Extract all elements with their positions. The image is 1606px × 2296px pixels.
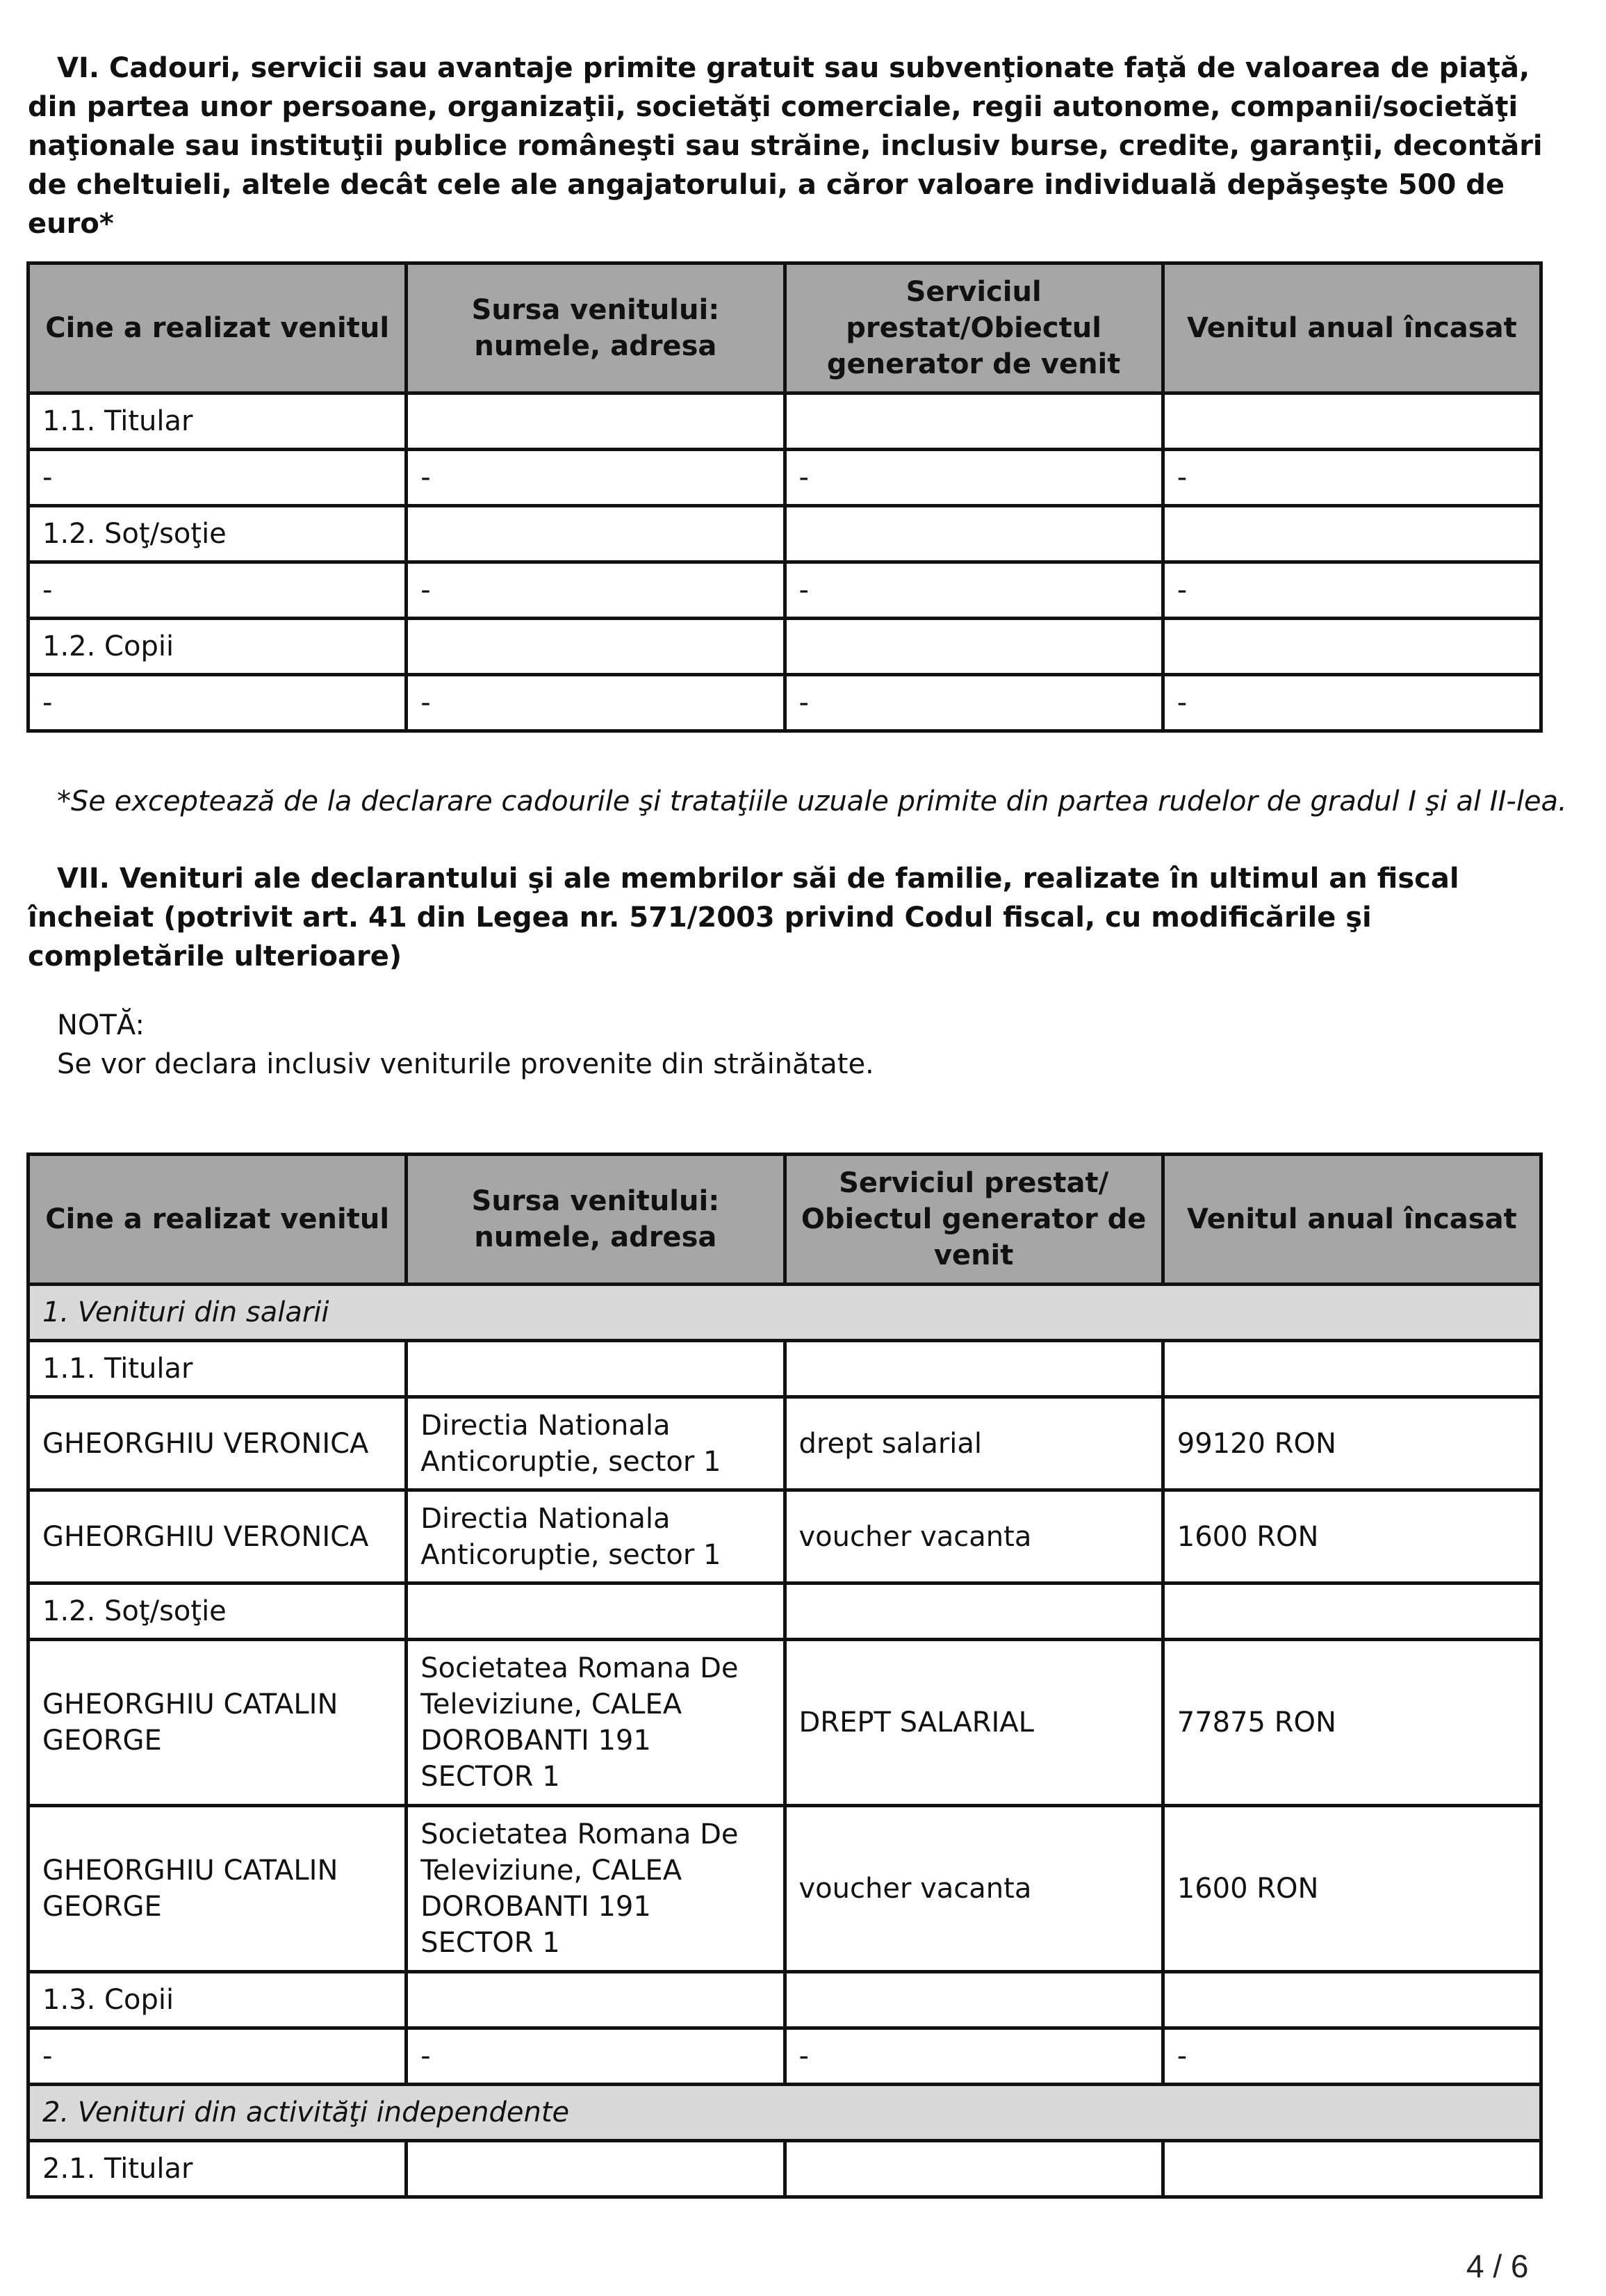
gifts-table xyxy=(26,261,1543,733)
income-table xyxy=(26,1153,1543,2199)
gifts-footnote: *Se exceptează de la declarare cadourile şi trataţiile uzuale primite din partea rudelor de gradul I şi al II-lea. xyxy=(57,785,1567,817)
table-cell: 1.1. Titular xyxy=(28,393,407,450)
section-label: 2. Venituri din activităţi independente xyxy=(28,2085,1541,2141)
table-cell: - xyxy=(407,562,785,619)
column-header: Cine a realizat venitul xyxy=(28,263,407,393)
table-cell: - xyxy=(407,675,785,731)
table-cell: voucher vacanta xyxy=(785,1806,1163,1972)
table-cell: - xyxy=(1163,2028,1541,2085)
table-row xyxy=(28,2028,1541,2085)
column-header: Venitul anual încasat xyxy=(1163,1155,1541,1285)
table-cell: - xyxy=(407,450,785,506)
table-row xyxy=(28,1397,1541,1490)
table-cell: - xyxy=(28,562,407,619)
table-cell xyxy=(1163,1583,1541,1640)
table-cell: Societatea Romana De Televiziune, CALEA DOROBANTI 191 SECTOR 1 xyxy=(407,1640,785,1806)
nota-block xyxy=(57,1006,1516,1084)
table-cell: 77875 RON xyxy=(1163,1640,1541,1806)
table-cell: Directia Nationala Anticoruptie, sector 1 xyxy=(407,1397,785,1490)
section-6-heading: VI. Cadouri, servicii sau avantaje primite gratuit sau subvenţionate faţă de valoarea de piaţă, din partea unor persoane, organizaţii, societăţi comerciale, regii autonome, companii/societăţi naţionale sau instituţii publice româneşti sau străine, inclusiv burse, credite, garanţii, decontări de cheltuieli, altele decât cele ale angajatorului, a căror valoare individuală depăşeşte 500 de euro* xyxy=(28,52,1543,240)
column-header: Serviciul prestat/Obiectul generator de venit xyxy=(785,263,1163,393)
table-row xyxy=(28,1490,1541,1583)
table-cell: - xyxy=(1163,450,1541,506)
table-cell xyxy=(407,1583,785,1640)
table-cell: - xyxy=(28,2028,407,2085)
column-header: Cine a realizat venitul xyxy=(28,1155,407,1285)
column-header: Sursa venitului: numele, adresa xyxy=(407,1155,785,1285)
table-cell xyxy=(785,619,1163,675)
table-cell: 1.1. Titular xyxy=(28,1341,407,1397)
table-cell xyxy=(407,506,785,562)
table-row xyxy=(28,2141,1541,2197)
page-number: 4 / 6 xyxy=(1466,2248,1529,2284)
table-cell: 99120 RON xyxy=(1163,1397,1541,1490)
table-cell: drept salarial xyxy=(785,1397,1163,1490)
table-cell xyxy=(1163,1341,1541,1397)
table-cell: DREPT SALARIAL xyxy=(785,1640,1163,1806)
table-cell xyxy=(1163,2141,1541,2197)
column-header: Sursa venitului: numele, adresa xyxy=(407,263,785,393)
table-cell xyxy=(785,506,1163,562)
table-cell: - xyxy=(785,2028,1163,2085)
section-7-heading: VII. Venituri ale declarantului şi ale membrilor săi de familie, realizate în ultimul an fiscal încheiat (potrivit art. 41 din Legea nr. 571/2003 privind Codul fiscal, cu modificările şi completările ulterioare) xyxy=(28,863,1459,972)
table-cell: - xyxy=(28,450,407,506)
table-cell xyxy=(785,1341,1163,1397)
table-row xyxy=(28,1806,1541,1972)
table-cell xyxy=(785,1583,1163,1640)
table-cell xyxy=(407,393,785,450)
table-cell xyxy=(785,1972,1163,2028)
table-cell: GHEORGHIU VERONICA xyxy=(28,1397,407,1490)
table-row xyxy=(28,1583,1541,1640)
table-cell: - xyxy=(28,675,407,731)
table-row xyxy=(28,1640,1541,1806)
table-cell: GHEORGHIU VERONICA xyxy=(28,1490,407,1583)
table-cell xyxy=(785,2141,1163,2197)
table-cell: - xyxy=(1163,675,1541,731)
column-header: Venitul anual încasat xyxy=(1163,263,1541,393)
section-row xyxy=(28,1285,1541,1341)
table-cell: 1600 RON xyxy=(1163,1490,1541,1583)
table-row xyxy=(28,675,1541,731)
table-row xyxy=(28,619,1541,675)
nota-text: Se vor declara inclusiv veniturile provenite din străinătate. xyxy=(57,1048,874,1080)
table-cell xyxy=(407,619,785,675)
table-cell xyxy=(407,1972,785,2028)
table-row xyxy=(28,450,1541,506)
table-row xyxy=(28,506,1541,562)
table-cell: 1.2. Soţ/soţie xyxy=(28,506,407,562)
table-cell xyxy=(1163,619,1541,675)
section-row xyxy=(28,2085,1541,2141)
table-cell xyxy=(1163,506,1541,562)
table-cell: Directia Nationala Anticoruptie, sector 1 xyxy=(407,1490,785,1583)
nota-title: NOTĂ: xyxy=(57,1009,145,1041)
table-cell: voucher vacanta xyxy=(785,1490,1163,1583)
column-header: Serviciul prestat/ Obiectul generator de venit xyxy=(785,1155,1163,1285)
table-cell xyxy=(1163,393,1541,450)
table-cell: 1.3. Copii xyxy=(28,1972,407,2028)
table-cell xyxy=(407,1341,785,1397)
table-cell: - xyxy=(785,562,1163,619)
table-cell: 2.1. Titular xyxy=(28,2141,407,2197)
table-cell: - xyxy=(407,2028,785,2085)
table-cell: - xyxy=(1163,562,1541,619)
table-cell xyxy=(1163,1972,1541,2028)
table-cell: - xyxy=(785,450,1163,506)
table-row xyxy=(28,1972,1541,2028)
table-row xyxy=(28,393,1541,450)
table-cell xyxy=(407,2141,785,2197)
table-cell: - xyxy=(785,675,1163,731)
table-header-row xyxy=(28,263,1541,393)
section-label: 1. Venituri din salarii xyxy=(28,1285,1541,1341)
table-cell: Societatea Romana De Televiziune, CALEA DOROBANTI 191 SECTOR 1 xyxy=(407,1806,785,1972)
table-cell: GHEORGHIU CATALIN GEORGE xyxy=(28,1640,407,1806)
table-row xyxy=(28,1341,1541,1397)
table-cell xyxy=(785,393,1163,450)
table-cell: GHEORGHIU CATALIN GEORGE xyxy=(28,1806,407,1972)
table-cell: 1.2. Soţ/soţie xyxy=(28,1583,407,1640)
table-row xyxy=(28,562,1541,619)
table-cell: 1.2. Copii xyxy=(28,619,407,675)
table-cell: 1600 RON xyxy=(1163,1806,1541,1972)
table-header-row xyxy=(28,1155,1541,1285)
